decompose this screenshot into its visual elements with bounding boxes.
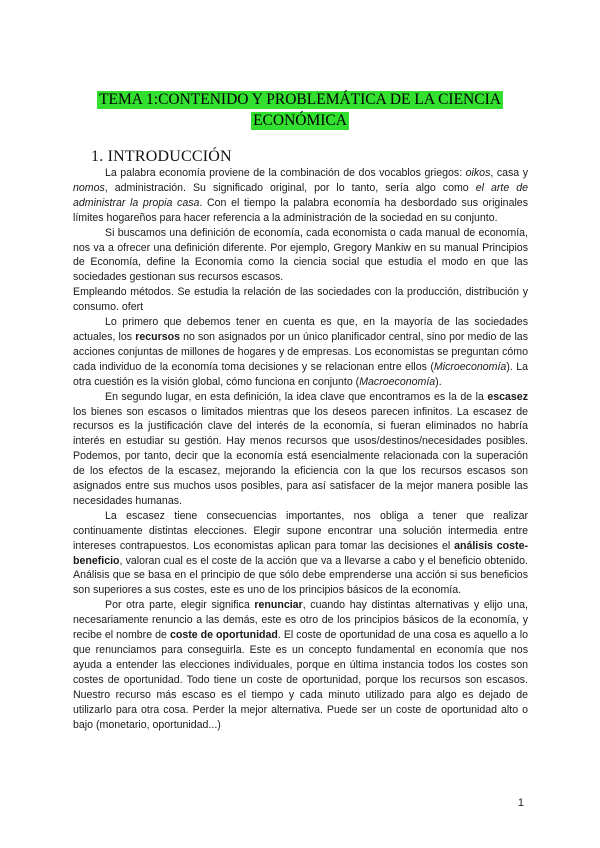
italic-term: Microeconomía — [433, 360, 507, 373]
section-heading: 1. INTRODUCCIÓN — [91, 148, 232, 165]
text-span: ). — [435, 375, 442, 388]
paragraph-7 — [73, 598, 528, 732]
text-span: La escasez tiene consecuencias importantes, nos obliga a tener que realizar continuamente distintas elecciones. Elegir supone encontrar una solución intermedia entre intereses contrapuestos. Los economistas aplican para tomar las decisiones el — [73, 509, 528, 552]
bold-term: análisis coste-beneficio — [73, 539, 528, 567]
text-span: , administración. Su significado original, por lo tanto, sería algo como — [104, 181, 476, 194]
text-span: La palabra economía proviene de la combinación de dos vocablos griegos: — [105, 167, 466, 179]
text-span: . Con el tiempo la palabra economía ha desbordado sus originales límites hogareños para hacer referencia a la administración de la sociedad en su conjunto. — [73, 196, 528, 224]
text-span: , casa y — [490, 167, 528, 179]
text-span: , cuando hay distintas alternativas y elijo una, necesariamente renuncio a las demás, este es otro de los principios básicos de la economía, y recibe el nombre de — [73, 599, 528, 642]
text-span: Lo primero que debemos tener en cuenta es que, en la mayoría de las sociedades actuales, los — [73, 316, 528, 343]
title-line-1: TEMA 1:CONTENIDO Y PROBLEMÁTICA DE LA CIENCIA — [99, 91, 501, 108]
paragraph-1 — [73, 166, 528, 226]
bold-term: coste de oportunidad — [169, 629, 278, 642]
paragraph-6 — [73, 509, 528, 598]
text-span: Por otra parte, elegir significa — [105, 599, 255, 612]
text-span: . El coste de oportunidad de una cosa es aquello a lo que renunciamos para conseguirla. Este es un concepto fundamental en economía que nos ayuda a entender las elecciones individuales, porque en última instancia todos los costes son costes de oportunidad. Todo tiene un coste de oportunidad, porque los recursos son escasos. Nuestro recurso más escaso es el tiempo y cada minuto utilizado para algo es dejado de utilizarlo para otra cosa. Perder la mejor alternativa. Puede ser un coste de oportunidad alto o bajo (monetario, oportunidad...) — [73, 629, 528, 731]
paragraph-3: Empleando métodos. Se estudia la relación de las sociedades con la producción, distribución y consumo. ofert — [73, 286, 528, 314]
page-number: 1 — [517, 797, 524, 809]
italic-term: Macroeconomía — [359, 375, 436, 388]
document-title — [70, 91, 530, 133]
paragraph-5 — [73, 390, 528, 509]
bold-term: escasez — [487, 390, 528, 403]
body-text — [73, 166, 528, 732]
text-span: no son asignados por un único planificador central, sino por medio de las acciones conjuntas de millones de hogares y de empresas. Los economistas se preguntan cómo cada individuo de la economía toma decisiones y se relacionan entre ellos ( — [73, 330, 528, 373]
text-span: En segundo lugar, en esta definición, la idea clave que encontramos es la de la — [105, 390, 488, 403]
text-span: ). La otra cuestión es la visión global, cómo funciona en conjunto ( — [73, 360, 528, 388]
paragraph-2: Si buscamos una definición de economía, cada economista o cada manual de economía, nos va a ofrecer una definición diferente. Por ejemplo, Gregory Mankiw en su manual Principios de Economía, define la Economía como la ciencia social que estudia el modo en que las sociedades gestionan sus recursos escasos. — [73, 226, 528, 284]
bold-term: renunciar — [254, 599, 303, 612]
italic-term: oikos — [465, 167, 491, 179]
bold-term: recursos — [135, 330, 180, 343]
italic-term: el arte de administrar la propia casa — [73, 181, 528, 209]
text-span: , valoran cual es el coste de la acción que va a llevarse a cabo y el beneficio obtenido. Análisis que se basa en el principio de que sólo debe emprenderse una acción si sus beneficios son superiores a sus costes, este es uno de los principios básicos de la economía. — [73, 554, 528, 597]
text-span: los bienes son escasos o limitados mientras que los deseos parecen infinitos. La escasez de recursos es la justificación clave del interés de la economía, si fueran eliminados no habría interés en estudiar su gestión. Hay menos recursos que usos/destinos/necesidades posibles. Podemos, por tanto, decir que la economía está esencialmente relacionada con la superación de los efectos de la escasez, mejorando la eficiencia con la que los recursos escasos son asignados entre sus muchos usos posibles, para así satisfacer de la mejor manera posible las necesidades humanas. — [73, 405, 528, 507]
italic-term: nomos — [73, 181, 105, 194]
title-line-2: ECONÓMICA — [253, 112, 347, 129]
paragraph-4 — [73, 315, 528, 390]
